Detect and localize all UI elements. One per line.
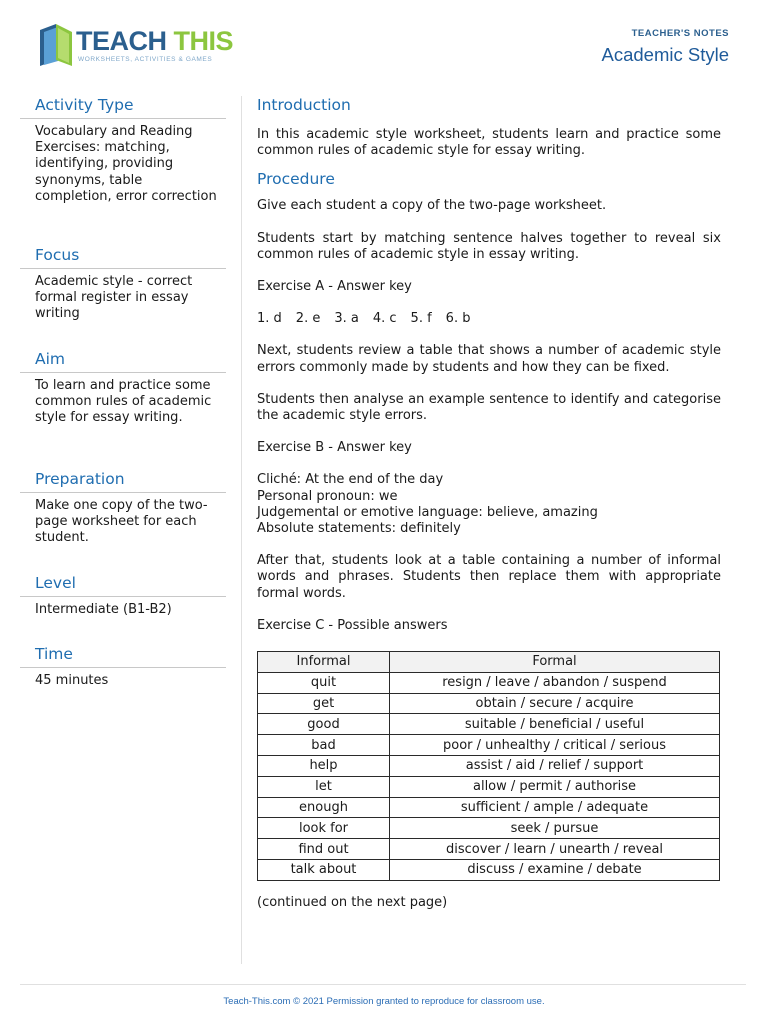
informal-formal-table <box>257 651 720 881</box>
sidebar-body: 45 minutes <box>35 673 109 688</box>
table-row <box>258 756 720 777</box>
exercise-a-label: Exercise A - Answer key <box>257 279 412 295</box>
informal-cell: talk about <box>258 860 390 881</box>
column-divider <box>241 96 242 964</box>
procedure-heading: Procedure <box>257 170 335 189</box>
sidebar-body: Academic style - correct formal register in essay writing <box>35 274 193 322</box>
table-row <box>258 860 720 881</box>
informal-cell: find out <box>258 839 390 860</box>
answer-line: Absolute statements: definitely <box>257 521 461 537</box>
table-row <box>258 714 720 735</box>
answer-item: 3. a <box>334 311 359 327</box>
answer-item: 6. b <box>445 311 471 327</box>
sidebar-body: Vocabulary and Reading Exercises: matching, identifying, providing synonyms, table completion, error correction <box>35 124 217 204</box>
procedure-paragraph-1: Give each student a copy of the two-page worksheet. <box>257 198 607 214</box>
table-row <box>258 735 720 756</box>
formal-cell: suitable / beneficial / useful <box>390 714 720 735</box>
sidebar-heading: Time <box>20 643 226 668</box>
table-row <box>258 797 720 818</box>
formal-cell: allow / permit / authorise <box>390 776 720 797</box>
exercise-b-answers <box>257 472 721 537</box>
continued-note: (continued on the next page) <box>257 894 448 910</box>
table-row <box>258 818 720 839</box>
formal-cell: discover / learn / unearth / reveal <box>390 839 720 860</box>
answer-line: Personal pronoun: we <box>257 488 398 504</box>
sidebar-body: Make one copy of the two-page worksheet for each student. <box>35 498 208 546</box>
table-row <box>258 693 720 714</box>
procedure-paragraph-4: Students then analyse an example sentence to identify and categorise the academic style errors. <box>257 391 721 424</box>
exercise-a-answers <box>257 311 721 327</box>
sidebar-heading: Focus <box>20 244 226 269</box>
formal-cell: seek / pursue <box>390 818 720 839</box>
procedure-paragraph-3: Next, students review a table that shows a number of academic style errors commonly made by students and how they can be fixed. <box>257 343 721 375</box>
informal-cell: let <box>258 776 390 797</box>
exercise-b-label: Exercise B - Answer key <box>257 440 412 456</box>
informal-cell: get <box>258 693 390 714</box>
table-header-row <box>258 652 720 673</box>
formal-cell: poor / unhealthy / critical / serious <box>390 735 720 756</box>
exercise-c-label: Exercise C - Possible answers <box>257 617 448 633</box>
informal-cell: good <box>258 714 390 735</box>
sidebar-section-aim <box>20 348 226 468</box>
sidebar-heading: Aim <box>20 348 226 373</box>
formal-cell: obtain / secure / acquire <box>390 693 720 714</box>
formal-cell: resign / leave / abandon / suspend <box>390 672 720 693</box>
main-content <box>257 94 721 911</box>
page-title: Academic Style <box>601 44 729 65</box>
logo-word-teach: TEACH <box>76 26 167 56</box>
column-header-informal: Informal <box>258 652 390 673</box>
logo-word-this: THIS <box>173 26 234 56</box>
doc-kind-label: TEACHER'S NOTES <box>631 28 729 39</box>
procedure-paragraph-5: After that, students look at a table containing a number of informal words and phrases. Students then replace them with appropriate formal words. <box>257 553 721 601</box>
sidebar-heading: Preparation <box>20 468 226 493</box>
answer-item: 5. f <box>410 311 432 327</box>
logo-tagline: WORKSHEETS, ACTIVITIES & GAMES <box>78 56 213 63</box>
sidebar-section-preparation <box>20 468 226 572</box>
answer-line: Cliché: At the end of the day <box>257 472 444 488</box>
book-logo-icon <box>36 24 74 66</box>
introduction-heading: Introduction <box>257 96 351 114</box>
formal-cell: discuss / examine / debate <box>390 860 720 881</box>
table-row <box>258 776 720 797</box>
answer-item: 1. d <box>257 311 282 327</box>
table-row <box>258 672 720 693</box>
informal-cell: enough <box>258 797 390 818</box>
sidebar-body: To learn and practice some common rules of academic style for essay writing. <box>35 378 212 426</box>
sidebar-section-focus <box>20 244 226 348</box>
footer-copyright: Teach-This.com © 2021 Permission granted to reproduce for classroom use. <box>223 996 545 1007</box>
informal-cell: bad <box>258 735 390 756</box>
informal-cell: help <box>258 756 390 777</box>
table-row <box>258 839 720 860</box>
informal-cell: look for <box>258 818 390 839</box>
column-header-formal: Formal <box>390 652 720 673</box>
sidebar-section-level <box>20 572 226 643</box>
brand-logo <box>36 22 236 70</box>
sidebar-heading: Level <box>20 572 226 597</box>
answer-item: 4. c <box>372 311 397 327</box>
sidebar <box>20 94 226 703</box>
logo-wordmark <box>76 26 233 56</box>
informal-cell: quit <box>258 672 390 693</box>
sidebar-heading: Activity Type <box>20 94 226 119</box>
sidebar-section-time <box>20 643 226 703</box>
formal-cell: sufficient / ample / adequate <box>390 797 720 818</box>
introduction-text: In this academic style worksheet, students learn and practice some common rules of academic style for essay writing. <box>257 127 721 159</box>
sidebar-section-activity-type <box>20 94 226 244</box>
footer-divider <box>20 984 746 985</box>
procedure-paragraph-2: Students start by matching sentence halves together to reveal six common rules of academic style in essay writing. <box>257 230 721 262</box>
answer-line: Judgemental or emotive language: believe, amazing <box>257 504 598 520</box>
answer-item: 2. e <box>295 311 321 327</box>
sidebar-body: Intermediate (B1-B2) <box>35 602 172 617</box>
formal-cell: assist / aid / relief / support <box>390 756 720 777</box>
